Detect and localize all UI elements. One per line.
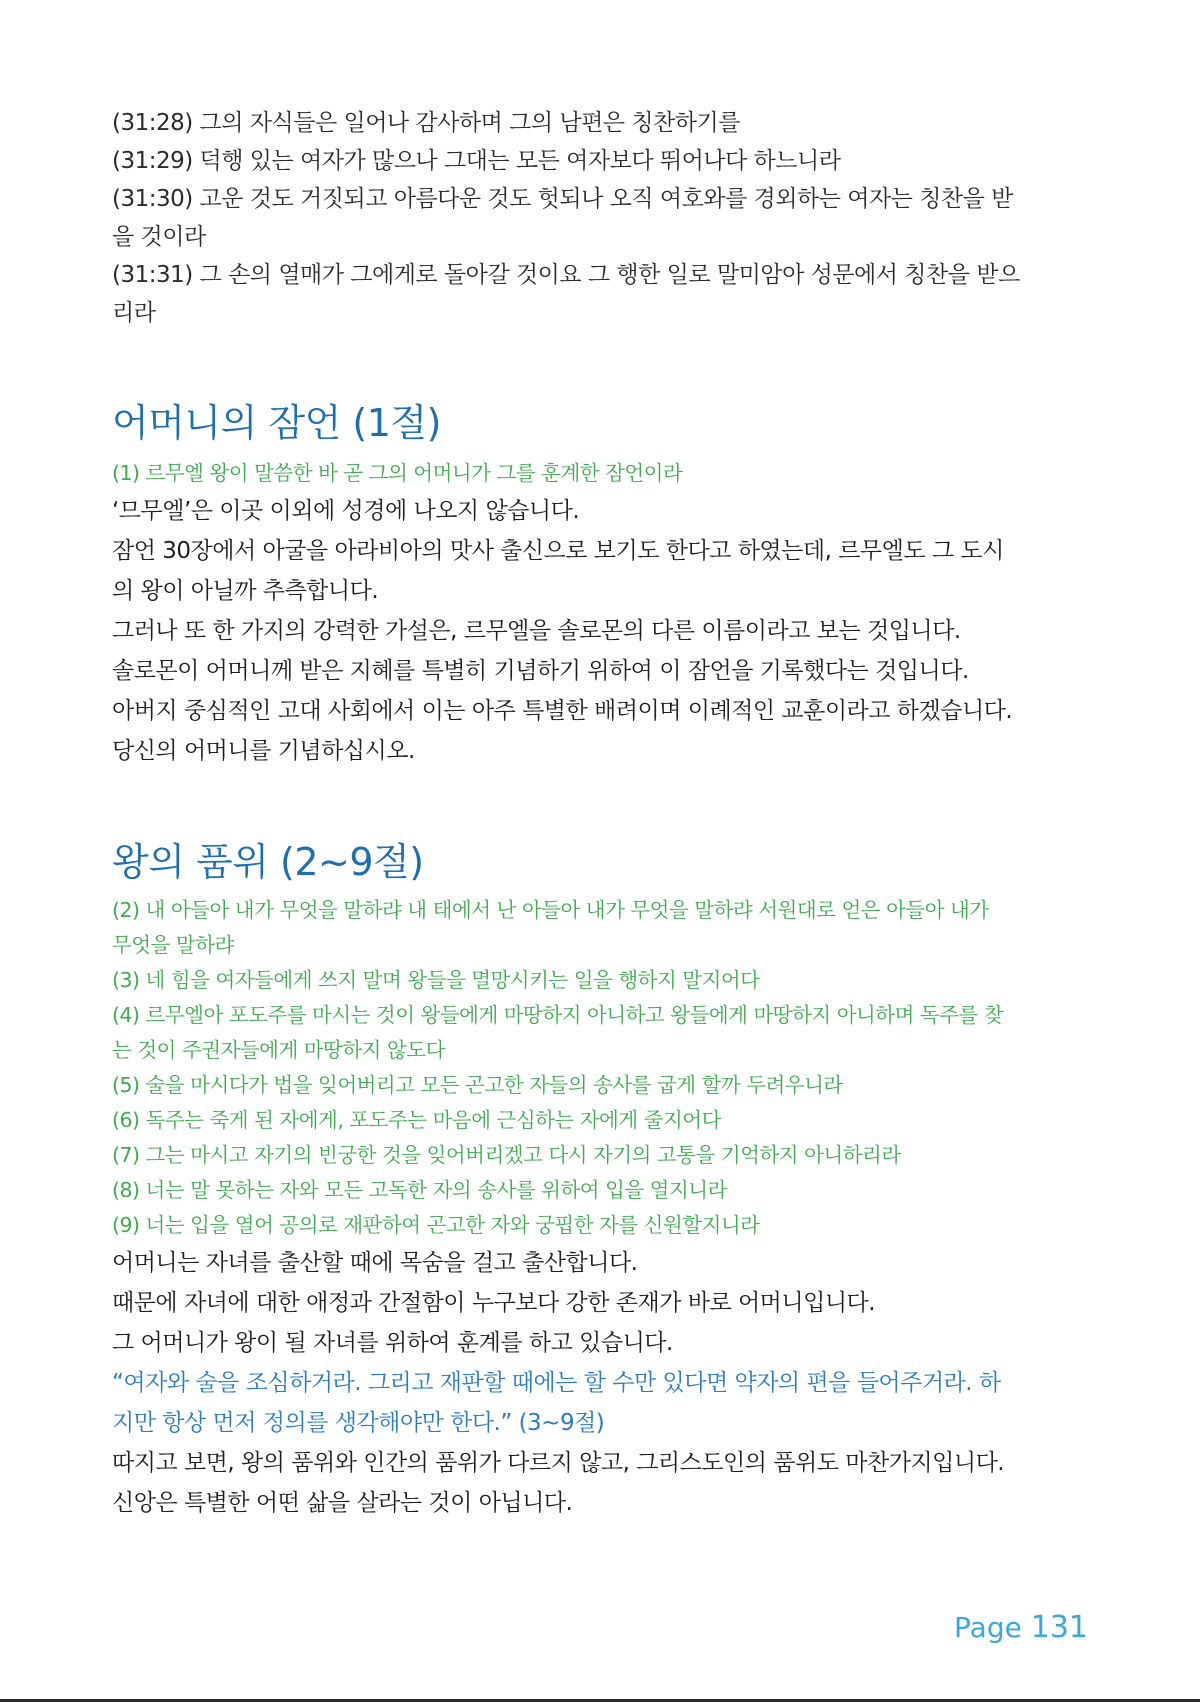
commentary <box>112 1243 1097 1523</box>
verse-line: (31:31) 그 손의 열매가 그에게로 돌아갈 것이요 그 행한 일로 말미암아 성문에서 칭찬을 받으 <box>112 262 1020 288</box>
verse-line: 을 것이라 <box>112 224 206 250</box>
section-title: 왕의 품위 (2~9절) <box>112 840 424 884</box>
page-number-value: 131 <box>1030 1610 1088 1645</box>
paragraph-line: 따지고 보면, 왕의 품위와 인간의 품위가 다르지 않고, 그리스도인의 품위도 마찬가지입니다. <box>112 1450 1005 1476</box>
verse-line: (31:28) 그의 자식들은 일어나 감사하며 그의 남편은 칭찬하기를 <box>112 110 740 136</box>
paragraph-line: 당신의 어머니를 기념하십시오. <box>112 738 415 764</box>
page-label: Page <box>954 1611 1022 1644</box>
paragraph-line: 때문에 자녀에 대한 애정과 간절함이 누구보다 강한 존재가 바로 어머니입니다. <box>112 1290 876 1316</box>
scripture-verse: (7) 그는 마시고 자기의 빈궁한 것을 잊어버리겠고 다시 자기의 고통을 기억하지 아니하리라 <box>112 1143 901 1167</box>
scripture-verse: (8) 너는 말 못하는 자와 모든 고독한 자의 송사를 위하여 입을 열지니라 <box>112 1178 727 1202</box>
paragraph-line: 신앙은 특별한 어떤 삶을 살라는 것이 아닙니다. <box>112 1490 573 1516</box>
scripture-verse: (2) 내 아들아 내가 무엇을 말하랴 내 태에서 난 아들아 내가 무엇을 말하랴 서원대로 얻은 아들아 내가 <box>112 898 989 922</box>
commentary <box>112 491 1097 771</box>
top-verses <box>112 104 1097 332</box>
section-mother-proverbs <box>112 398 1097 771</box>
paragraph-line: 솔로몬이 어머니께 받은 지혜를 특별히 기념하기 위하여 이 잠언을 기록했다는 것입니다. <box>112 658 969 684</box>
quote-line: “여자와 술을 조심하거라. 그리고 재판할 때에는 할 수만 있다면 약자의 편을 들어주거라. 하 <box>112 1370 1001 1396</box>
section-title: 어머니의 잠언 (1절) <box>112 401 441 445</box>
scripture-verse: (4) 르무엘아 포도주를 마시는 것이 왕들에게 마땅하지 아니하고 왕들에게 마땅하지 아니하며 독주를 찾 <box>112 1003 1004 1027</box>
scripture-verse: (9) 너는 입을 열어 공의로 재판하여 곤고한 자와 궁핍한 자를 신원할지니라 <box>112 1213 760 1237</box>
scripture-verse: (1) 르무엘 왕이 말씀한 바 곧 그의 어머니가 그를 훈계한 잠언이라 <box>112 461 683 485</box>
page-content <box>112 104 1097 1523</box>
scripture-verse: (6) 독주는 죽게 된 자에게, 포도주는 마음에 근심하는 자에게 줄지어다 <box>112 1108 721 1132</box>
paragraph-line: ‘므무엘’은 이곳 이외에 성경에 나오지 않습니다. <box>112 498 580 524</box>
paragraph-line: 어머니는 자녀를 출산할 때에 목숨을 걸고 출산합니다. <box>112 1250 638 1276</box>
section-king-dignity <box>112 837 1097 1523</box>
paragraph-line: 그러나 또 한 가지의 강력한 가설은, 르무엘을 솔로몬의 다른 이름이라고 보는 것입니다. <box>112 618 961 644</box>
scripture-verse: (3) 네 힘을 여자들에게 쓰지 말며 왕들을 멸망시키는 일을 행하지 말지어다 <box>112 968 760 992</box>
quote-line: 지만 항상 먼저 정의를 생각해야만 한다.” (3~9절) <box>112 1410 605 1436</box>
paragraph-line: 그 어머니가 왕이 될 자녀를 위하여 훈계를 하고 있습니다. <box>112 1330 673 1356</box>
paragraph-line: 잠언 30장에서 아굴을 아라비아의 맛사 출신으로 보기도 한다고 하였는데, 르무엘도 그 도시 <box>112 538 1004 564</box>
verse-line: (31:29) 덕행 있는 여자가 많으나 그대는 모든 여자보다 뛰어나다 하느니라 <box>112 148 841 174</box>
scripture-verse: (5) 술을 마시다가 법을 잊어버리고 모든 곤고한 자들의 송사를 굽게 할까 두려우니라 <box>112 1073 843 1097</box>
paragraph-line: 아버지 중심적인 고대 사회에서 이는 아주 특별한 배려이며 이례적인 교훈이라고 하겠습니다. <box>112 698 1013 724</box>
verse-line: (31:30) 고운 것도 거짓되고 아름다운 것도 헛되나 오직 여호와를 경외하는 여자는 칭찬을 받 <box>112 186 1013 212</box>
verse-line: 리라 <box>112 300 156 326</box>
scripture-verse: 는 것이 주권자들에게 마땅하지 않도다 <box>112 1038 445 1062</box>
page-number <box>954 1610 1088 1645</box>
paragraph-line: 의 왕이 아닐까 추측합니다. <box>112 578 379 604</box>
scripture-verse: 무엇을 말하랴 <box>112 933 234 957</box>
